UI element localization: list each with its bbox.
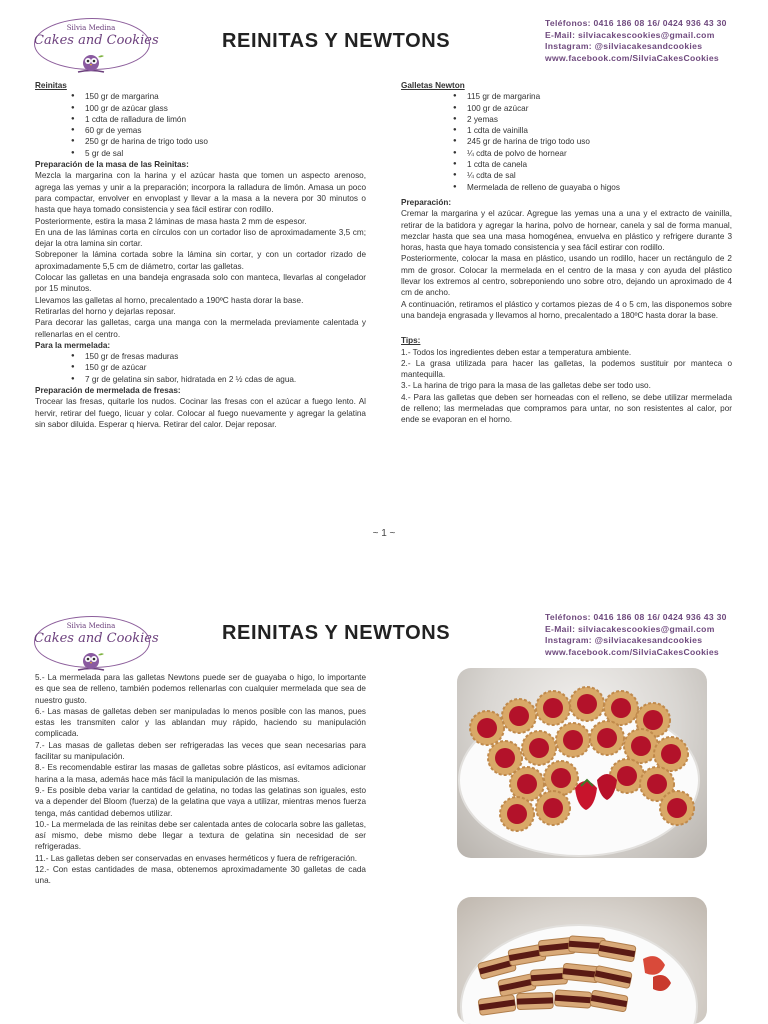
brand-main-text: Cakes and Cookies: [34, 33, 159, 48]
list-item: ● 7 gr de gelatina sin sabor, hidratada en 2 ½ cdas de agua.: [71, 374, 366, 385]
tip-item: 1.- Todos los ingredientes deben estar a temperatura ambiente.: [401, 347, 632, 357]
list-item: ● Mermelada de relleno de guayaba o higos: [453, 182, 732, 193]
paragraph: Trocear las fresas, quitarle los nudos. Cocinar las fresas con el azúcar a fuego lento. Al hervir, retirar del fuego, licuar y colar. Colocar al fuego nuevamente y agregar la gelatina sin sabor diluida. Esperar q hierva. Retirar del calor. Dejar reposar.: [35, 397, 366, 429]
owl-icon: [76, 52, 106, 76]
brand-top-text: Silvia Medina: [66, 24, 116, 32]
contact-phone: Teléfonos: 0416 186 08 16/ 0424 936 43 30: [545, 612, 727, 622]
paragraph: Posteriormente, colocar la masa en plástico, usando un rodillo, hacer un rectángulo de 2 mm de grosor. Colocar la mermelada en el centro de la masa y con ayuda del plástico llevar los extremos al centro, sobreponiendo uno sobre otro, dejando un aproximado de 4 cm de ancho.: [401, 254, 732, 298]
page-title: REINITAS Y NEWTONS: [222, 30, 451, 52]
reinitas-ingredients: [35, 91, 366, 159]
reinitas-column: [35, 80, 366, 430]
tip-item: 9.- Es posible deba variar la cantidad de gelatina, no todas las gelatinas son iguales, esto va a depender del Bloom (fuerza) de la gelatina que vaya a utilizar, mientras menos fuerza tenga, más cantidad debemos utilizar.: [35, 785, 366, 818]
list-item: ● 150 gr de azúcar: [71, 362, 366, 373]
brand-top-text: Silvia Medina: [66, 622, 116, 630]
contact-block: [545, 612, 727, 658]
list-item: ● ¼ cdta de polvo de hornear: [453, 148, 732, 159]
reinitas-heading: Reinitas: [35, 81, 67, 90]
contact-email: E-Mail: silviacakescookies@gmail.com: [545, 623, 715, 634]
page-title: REINITAS Y NEWTONS: [222, 622, 451, 644]
paragraph: Posteriormente, estira la masa 2 láminas de masa hasta 2 mm de espesor.: [35, 216, 307, 226]
tip-item: 6.- Las masas de galletas deben ser manipuladas lo menos posible con las manos, pues estas les transmiten calor y las ablandan muy rápido, haciendo su manipulación complicada.: [35, 706, 366, 739]
tip-item: 12.- Con estas cantidades de masa, obtenemos aproximadamente 30 galletas de cada una.: [35, 865, 366, 886]
tip-item: 4.- Para las galletas que deben ser horneadas con el relleno, se debe utilizar mermelada de relleno; las mermeladas que compramos para untar, no son resistentes al calor, por ende se evaporan en el horno.: [401, 392, 732, 425]
contact-instagram: Instagram: @silviacakesandcookies: [545, 41, 703, 51]
newtons-prep-heading: Preparación:: [401, 197, 452, 207]
brand-logo: [34, 14, 159, 76]
contact-instagram: Instagram: @silviacakesandcookies: [545, 635, 703, 645]
list-item: ● 5 gr de sal: [71, 148, 366, 159]
tips-heading: Tips:: [401, 336, 421, 346]
list-item: ● 100 gr de azúcar: [453, 103, 732, 114]
contact-phone: Teléfonos: 0416 186 08 16/ 0424 936 43 30: [545, 18, 727, 28]
owl-icon: [76, 650, 106, 674]
list-item: ● 150 gr de margarina: [71, 91, 366, 102]
list-item: ● 250 gr de harina de trigo todo uso: [71, 136, 366, 147]
list-item: ● 115 gr de margarina: [453, 91, 732, 102]
brand-logo: [34, 612, 159, 674]
tip-item: 3.- La harina de trigo para la masa de las galletas debe ser todo uso.: [401, 381, 651, 391]
list-item: ● 100 gr de azúcar glass: [71, 103, 366, 114]
jam-ingredients: [35, 351, 366, 385]
list-item: ● 1 cdta de canela: [453, 159, 732, 170]
contact-email: E-Mail: silviacakescookies@gmail.com: [545, 29, 715, 40]
reinitas-prep-heading: Preparación de la masa de las Reinitas:: [35, 160, 189, 170]
paragraph: Colocar las galletas en una bandeja engrasada solo con manteca, llevarlas al congelador por 15 minutos.: [35, 273, 366, 294]
tip-item: 8.- Es recomendable estirar las masas de galletas sobre plásticos, así evitamos adicionar harina a la masa, además hace más fácil la manipulación de las mismas.: [35, 763, 366, 784]
newtons-ingredients: [401, 91, 732, 193]
paragraph: Sobreponer la lámina cortada sobre la lámina sin cortar, y con un cortador rizado de aproximadamente 5,5 cm de diámetro, cortar las galletas.: [35, 250, 366, 271]
list-item: ● 1 cdta de ralladura de limón: [71, 114, 366, 125]
contact-facebook: www.facebook.com/SilviaCakesCookies: [545, 52, 720, 63]
newtons-heading: Galletas Newton: [401, 81, 465, 90]
paragraph: En una de las láminas corta en círculos con un cortador liso de aproximadamente 3,5 cm; dejar la otra lamina sin cortar.: [35, 227, 366, 249]
tip-item: 5.- La mermelada para las galletas Newtons puede ser de guayaba o higo, lo importante es que sea de relleno, también podemos rellenarlas con cualquier mermelada que sea de nuestro gusto.: [35, 673, 366, 705]
tip-item: 10.- La mermelada de las reinitas debe ser calentada antes de colocarla sobre las galletas, así mismo, debe mismo debe llegar a textura de gelatina sin necesidad de ser refrigeradas.: [35, 819, 366, 852]
list-item: ● 2 yemas: [453, 114, 732, 125]
list-item: ● ¼ cdta de sal: [453, 170, 732, 181]
tips-continued-column: [35, 672, 366, 887]
list-item: ● 245 gr de harina de trigo todo uso: [453, 136, 732, 147]
tip-item: 11.- Las galletas deben ser conservadas en envases herméticos y fuera de refrigeración.: [35, 853, 358, 863]
list-item: ● 150 gr de fresas maduras: [71, 351, 366, 362]
newtons-photo: [457, 897, 707, 1024]
paragraph: Para decorar las galletas, carga una manga con la mermelada previamente calentada y rellenarlas en el centro.: [35, 318, 366, 339]
paragraph: Mezcla la margarina con la harina y el azúcar hasta que tomen un aspecto arenoso, agrega las yemas y unir a la preparación; incorpora la ralladura de limón. Amasa un poco para compactar, envolver en envoplast y llevar a la masa a la nevera por 30 minutos o hasta que haya tomado consistencia y sea fácil estirar con rodillo.: [35, 171, 366, 215]
contact-block: [545, 18, 727, 64]
paragraph: Retirarlas del horno y dejarlas reposar.: [35, 306, 176, 316]
paragraph: A continuación, retiramos el plástico y cortamos piezas de 4 o 5 cm, las disponemos sobre una bandeja engrasada y llevamos al horno, precalentado a 180ºC hasta dorar la base.: [401, 299, 732, 320]
list-item: ● 60 gr de yemas: [71, 125, 366, 136]
reinitas-photo: [457, 668, 707, 858]
tip-item: 7.- Las masas de galletas deben ser refrigeradas las veces que sean necesarias para facilitar su manipulación.: [35, 740, 366, 762]
newtons-column: [401, 80, 732, 426]
list-item: ● 1 cdta de vainilla: [453, 125, 732, 136]
page-number: ~ 1 ~: [372, 528, 396, 539]
paragraph: Cremar la margarina y el azúcar. Agregue las yemas una a una y el extracto de vainilla, retirar de la batidora y agregar la harina, polvo de hornear, canela y sal de forma manual, mezclar hasta que sea una masa homogénea, envuelva en plástico y refrigere durante 3 horas, hasta que haya tomado consistencia y sea fácil estirar con rodillo.: [401, 209, 732, 253]
contact-facebook: www.facebook.com/SilviaCakesCookies: [545, 646, 720, 657]
jam-heading: Para la mermelada:: [35, 340, 111, 350]
tip-item: 2.- La grasa utilizada para hacer las galletas, la podemos sustituir por manteca o mantequilla.: [401, 358, 732, 380]
brand-main-text: Cakes and Cookies: [34, 631, 159, 646]
jam-prep-heading: Preparación de mermelada de fresas:: [35, 386, 181, 396]
paragraph: Llevamos las galletas al horno, precalentado a 190ºC hasta dorar la base.: [35, 295, 304, 305]
